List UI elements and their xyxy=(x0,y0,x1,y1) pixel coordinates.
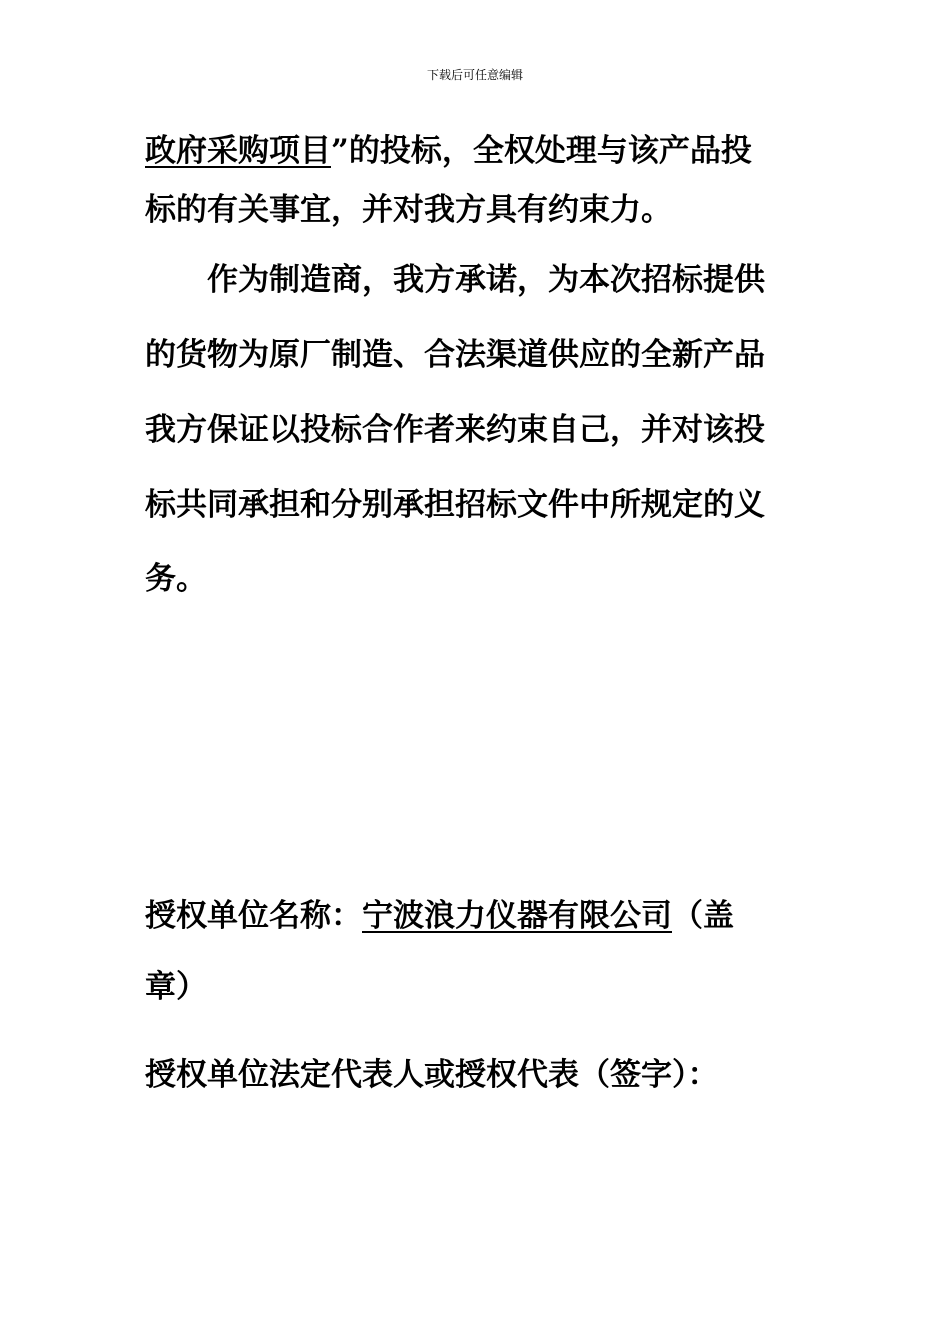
representative-signature-line: 授权单位法定代表人或授权代表（签字）： xyxy=(145,1057,719,1093)
seal-note-start: （盖 xyxy=(672,898,734,934)
page-header: 下载后可任意编辑 xyxy=(426,68,523,82)
paragraph-1-line-2: 标的有关事宜，并对我方具有约束力。 xyxy=(145,192,672,228)
paragraph-2-line-3: 我方保证以投标合作者来约束自己，并对该投 xyxy=(145,412,765,448)
paragraph-2-line-2: 的货物为原厂制造、合法渠道供应的全新产品 xyxy=(145,337,765,373)
company-name: 宁波浪力仪器有限公司 xyxy=(362,898,672,934)
paragraph-1-line-1-text: ”的投标，全权处理与该产品投 xyxy=(331,133,752,169)
paragraph-2-line-1: 作为制造商，我方承诺，为本次招标提供 xyxy=(207,262,765,298)
seal-note-end: 章） xyxy=(145,969,207,1005)
project-name: 政府采购项目 xyxy=(145,133,331,169)
company-line xyxy=(145,896,734,936)
company-label: 授权单位名称： xyxy=(145,898,362,934)
paragraph-2-line-4: 标共同承担和分别承担招标文件中所规定的义 xyxy=(145,487,765,523)
paragraph-2-line-5: 务。 xyxy=(145,561,207,597)
paragraph-1-line-1 xyxy=(145,131,752,171)
